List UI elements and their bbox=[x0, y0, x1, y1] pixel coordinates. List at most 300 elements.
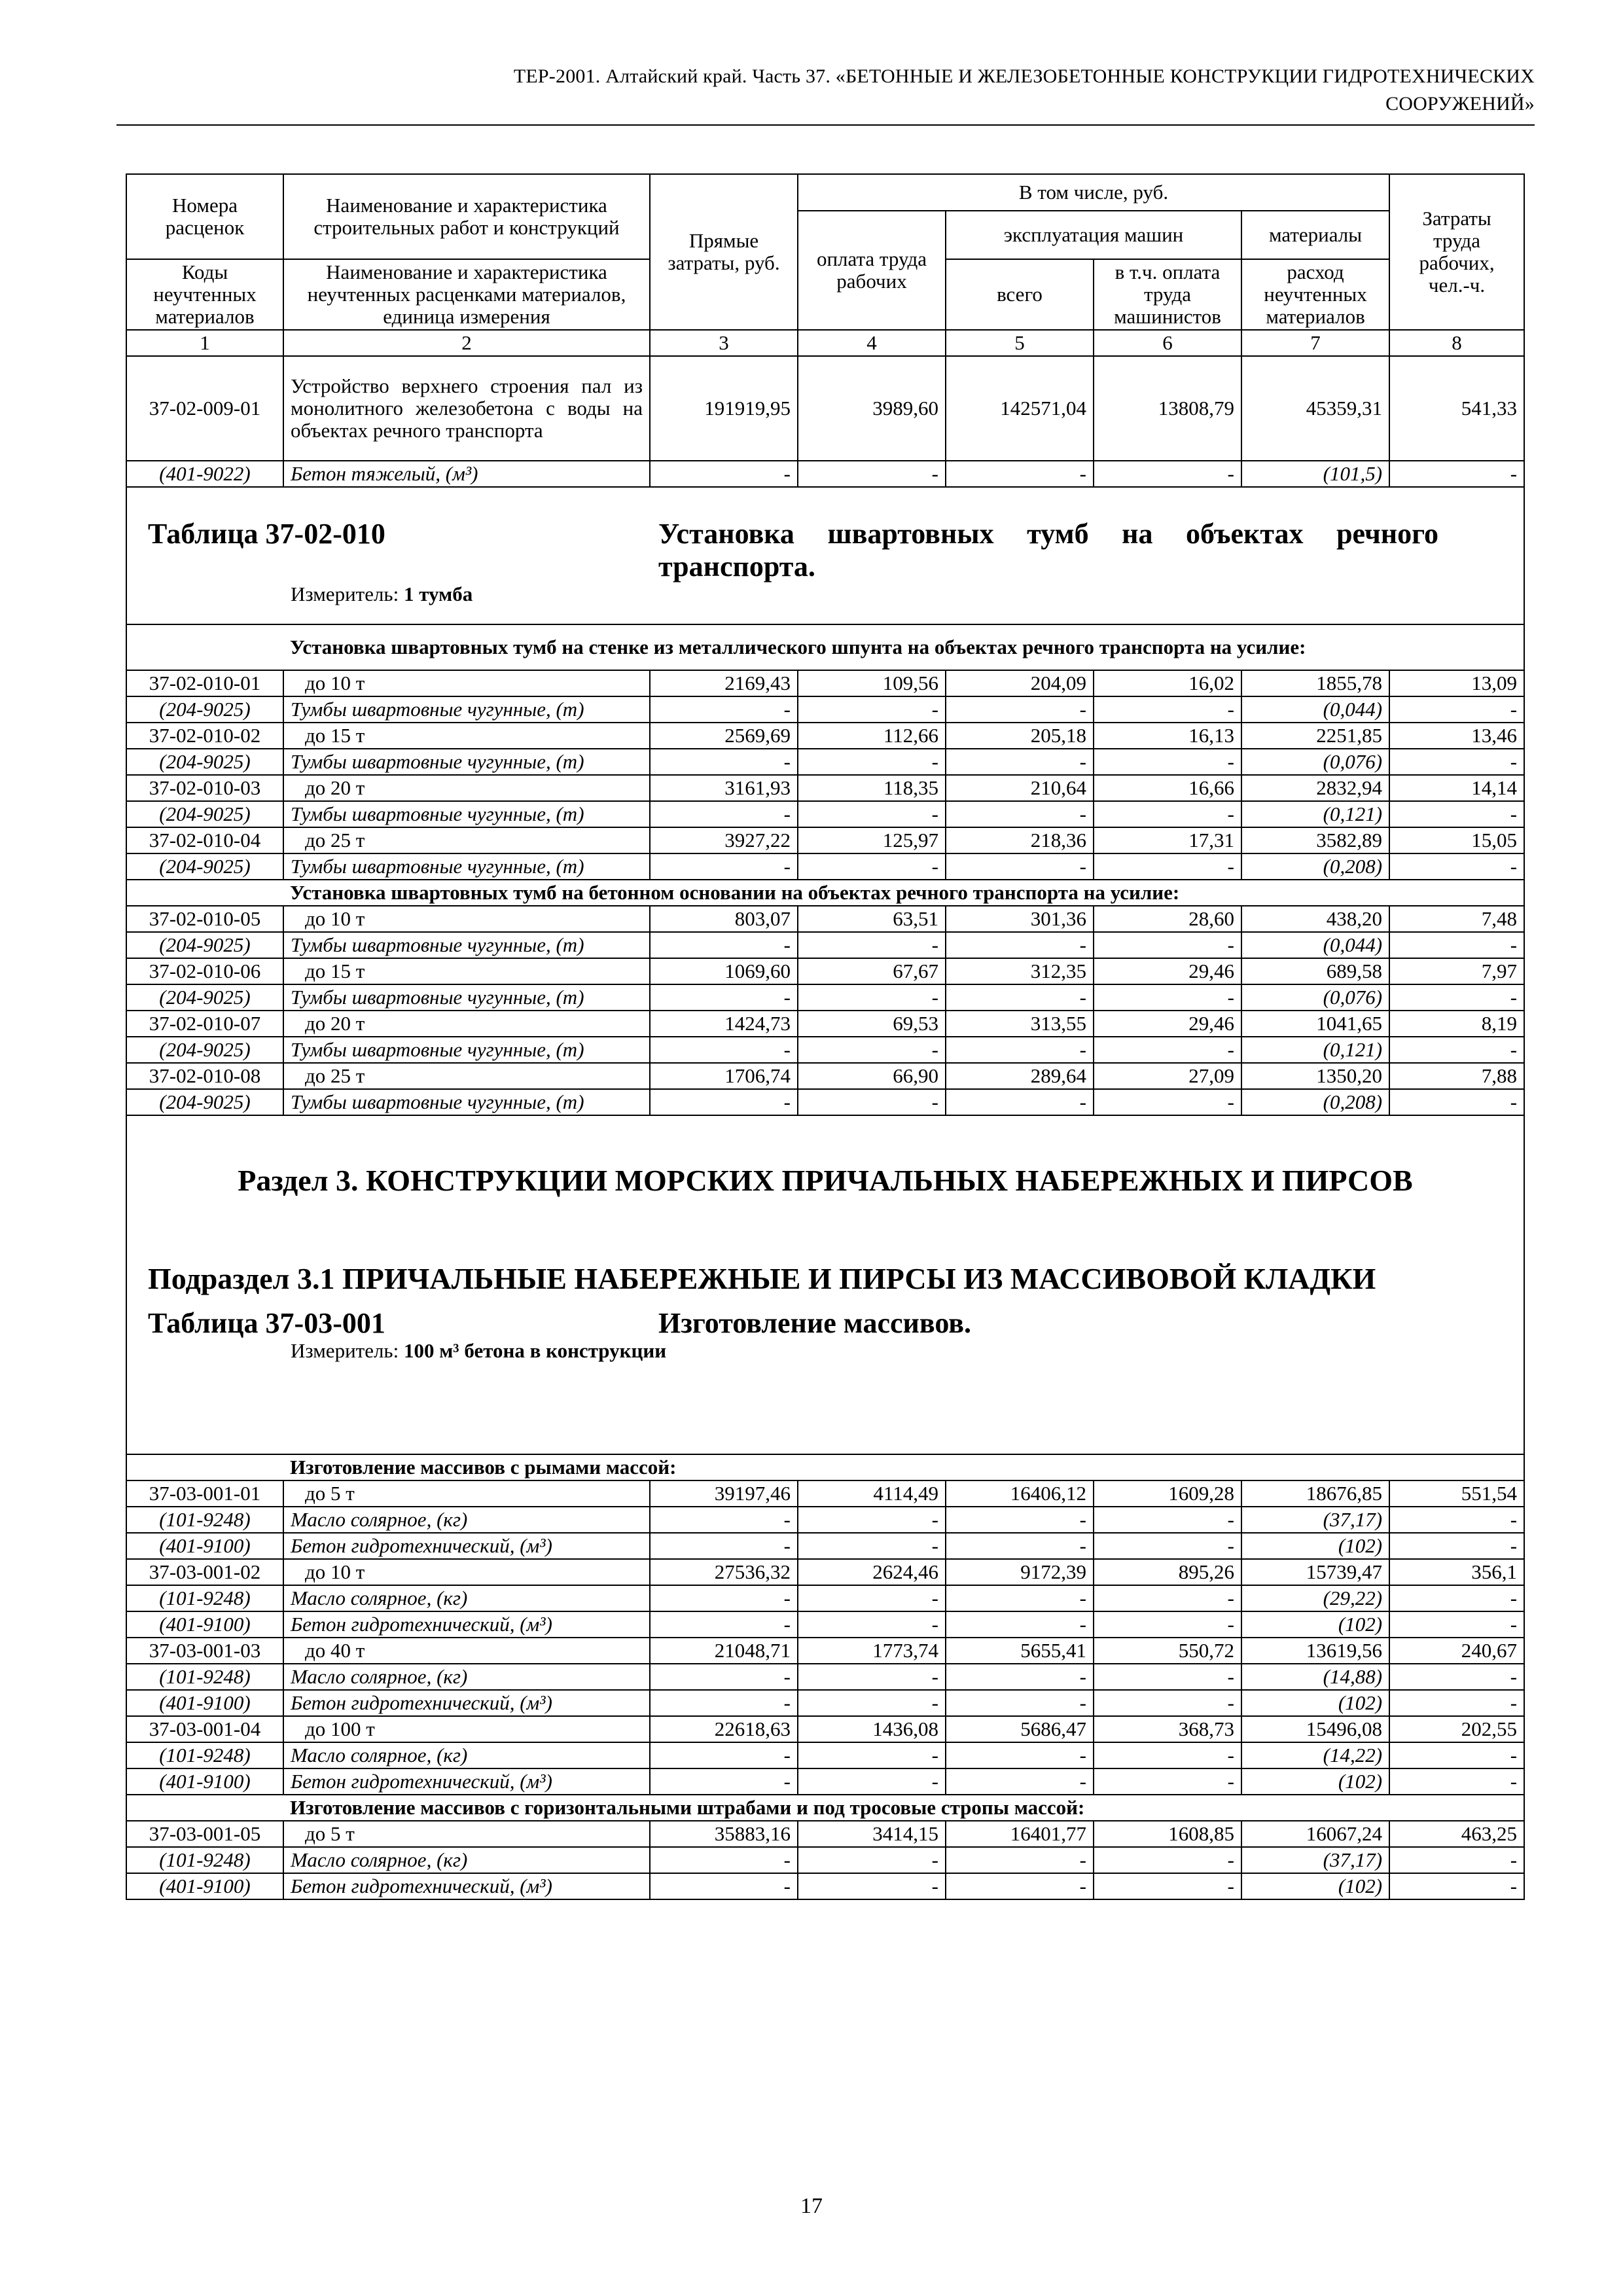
material-row bbox=[126, 1089, 1524, 1115]
material-row bbox=[126, 461, 1524, 487]
value-cell: 1855,78 bbox=[1241, 670, 1389, 696]
value-cell: - bbox=[1389, 801, 1524, 827]
table-row bbox=[126, 1559, 1524, 1585]
value-cell: 2832,94 bbox=[1241, 775, 1389, 801]
value-cell: 16067,24 bbox=[1241, 1821, 1389, 1847]
value-cell: - bbox=[1094, 801, 1241, 827]
table-row bbox=[126, 827, 1524, 853]
value-cell: - bbox=[946, 932, 1094, 958]
material-code: (204-9025) bbox=[126, 1037, 283, 1063]
value-cell: - bbox=[650, 1768, 798, 1795]
material-name: Тумбы швартовные чугунные, (т) bbox=[283, 932, 650, 958]
value-cell: 27,09 bbox=[1094, 1063, 1241, 1089]
value-cell: 551,54 bbox=[1389, 1480, 1524, 1507]
value-cell: - bbox=[946, 1611, 1094, 1638]
value-cell: 689,58 bbox=[1241, 958, 1389, 984]
value-cell: - bbox=[1389, 461, 1524, 487]
value-cell: - bbox=[650, 932, 798, 958]
table-row bbox=[126, 958, 1524, 984]
table-title: Изготовление массивов. bbox=[658, 1307, 971, 1339]
col-codes: Коды неучтенных материалов bbox=[126, 259, 283, 330]
material-code: (401-9100) bbox=[126, 1690, 283, 1716]
value-cell: - bbox=[650, 1847, 798, 1873]
table-code: Таблица 37-02-010 bbox=[148, 518, 385, 550]
value-cell: - bbox=[798, 1585, 946, 1611]
value-cell: 3161,93 bbox=[650, 775, 798, 801]
material-code: (401-9022) bbox=[126, 461, 283, 487]
value-cell: - bbox=[1094, 984, 1241, 1011]
material-code: (204-9025) bbox=[126, 801, 283, 827]
value-cell: (0,121) bbox=[1241, 1037, 1389, 1063]
value-cell: - bbox=[798, 1768, 946, 1795]
col-number: 5 bbox=[946, 330, 1094, 356]
material-name: Масло солярное, (кг) bbox=[283, 1847, 650, 1873]
value-cell: 7,97 bbox=[1389, 958, 1524, 984]
material-row bbox=[126, 1690, 1524, 1716]
value-cell: 301,36 bbox=[946, 906, 1094, 932]
value-cell: - bbox=[798, 1507, 946, 1533]
value-cell: - bbox=[798, 696, 946, 723]
material-code: (101-9248) bbox=[126, 1664, 283, 1690]
group-title: Установка швартовных тумб на бетонном основании на объектах речного транспорта на усилие: bbox=[283, 880, 1524, 906]
table-row bbox=[126, 1821, 1524, 1847]
value-cell: - bbox=[1389, 1507, 1524, 1533]
value-cell: 13,46 bbox=[1389, 723, 1524, 749]
value-cell: - bbox=[650, 1507, 798, 1533]
value-cell: 202,55 bbox=[1389, 1716, 1524, 1742]
table-row bbox=[126, 670, 1524, 696]
value-cell: 313,55 bbox=[946, 1011, 1094, 1037]
value-cell: (29,22) bbox=[1241, 1585, 1389, 1611]
rate-name: до 5 т bbox=[283, 1821, 650, 1847]
value-cell: - bbox=[1094, 461, 1241, 487]
rate-code: 37-02-010-02 bbox=[126, 723, 283, 749]
value-cell: 289,64 bbox=[946, 1063, 1094, 1089]
value-cell: - bbox=[1389, 984, 1524, 1011]
material-code: (204-9025) bbox=[126, 984, 283, 1011]
value-cell: 2169,43 bbox=[650, 670, 798, 696]
material-row bbox=[126, 932, 1524, 958]
group-title: Установка швартовных тумб на стенке из металлического шпунта на объектах речного транспорта на усилие: bbox=[283, 624, 1524, 670]
value-cell: 312,35 bbox=[946, 958, 1094, 984]
group-row bbox=[126, 1795, 1524, 1821]
rate-code: 37-03-001-04 bbox=[126, 1716, 283, 1742]
value-cell: - bbox=[1094, 1533, 1241, 1559]
material-name: Бетон гидротехнический, (м³) bbox=[283, 1533, 650, 1559]
value-cell: - bbox=[1094, 1690, 1241, 1716]
running-header-line1: ТЕР-2001. Алтайский край. Часть 37. «БЕТОННЫЕ И ЖЕЛЕЗОБЕТОННЫЕ КОНСТРУКЦИИ ГИДРОТЕХНИЧЕСКИХ bbox=[513, 65, 1535, 87]
rate-name: до 15 т bbox=[283, 723, 650, 749]
value-cell: - bbox=[1094, 1585, 1241, 1611]
value-cell: - bbox=[946, 801, 1094, 827]
value-cell: 29,46 bbox=[1094, 1011, 1241, 1037]
page-number: 17 bbox=[800, 2194, 823, 2218]
value-cell: - bbox=[1094, 1742, 1241, 1768]
section-block bbox=[126, 1115, 1524, 1454]
value-cell: - bbox=[798, 1742, 946, 1768]
value-cell: 2624,46 bbox=[798, 1559, 946, 1585]
value-cell: 3582,89 bbox=[1241, 827, 1389, 853]
value-cell: 15496,08 bbox=[1241, 1716, 1389, 1742]
value-cell: (102) bbox=[1241, 1690, 1389, 1716]
value-cell: - bbox=[1389, 1847, 1524, 1873]
value-cell: 368,73 bbox=[1094, 1716, 1241, 1742]
running-header-line2: СООРУЖЕНИЙ» bbox=[1385, 93, 1535, 115]
table-row bbox=[126, 906, 1524, 932]
value-cell: - bbox=[946, 1664, 1094, 1690]
measure-value: 100 м³ бетона в конструкции bbox=[403, 1339, 667, 1362]
value-cell: (0,208) bbox=[1241, 853, 1389, 880]
value-cell: (102) bbox=[1241, 1611, 1389, 1638]
material-code: (204-9025) bbox=[126, 853, 283, 880]
value-cell: - bbox=[1389, 1664, 1524, 1690]
value-cell: 541,33 bbox=[1389, 356, 1524, 461]
value-cell: 218,36 bbox=[946, 827, 1094, 853]
value-cell: 45359,31 bbox=[1241, 356, 1389, 461]
value-cell: - bbox=[1094, 932, 1241, 958]
value-cell: 14,14 bbox=[1389, 775, 1524, 801]
material-row bbox=[126, 801, 1524, 827]
value-cell: - bbox=[650, 1089, 798, 1115]
value-cell: 1424,73 bbox=[650, 1011, 798, 1037]
value-cell: 803,07 bbox=[650, 906, 798, 932]
measure-line bbox=[134, 583, 1517, 608]
measure-value: 1 тумба bbox=[403, 583, 473, 605]
rate-code: 37-02-010-04 bbox=[126, 827, 283, 853]
rate-name: до 10 т bbox=[283, 1559, 650, 1585]
value-cell: - bbox=[1094, 1847, 1241, 1873]
table-37-03-001-body bbox=[126, 1454, 1524, 1899]
value-cell: - bbox=[946, 1847, 1094, 1873]
value-cell: (14,22) bbox=[1241, 1742, 1389, 1768]
value-cell: - bbox=[946, 1533, 1094, 1559]
material-row bbox=[126, 853, 1524, 880]
value-cell: 463,25 bbox=[1389, 1821, 1524, 1847]
rate-code: 37-03-001-05 bbox=[126, 1821, 283, 1847]
value-cell: (0,121) bbox=[1241, 801, 1389, 827]
rate-name: Устройство верхнего строения пал из монолитного железобетона с воды на объектах речного транспорта bbox=[283, 356, 650, 461]
value-cell: - bbox=[650, 1690, 798, 1716]
material-code: (401-9100) bbox=[126, 1533, 283, 1559]
material-name: Тумбы швартовные чугунные, (т) bbox=[283, 853, 650, 880]
rate-code: 37-03-001-03 bbox=[126, 1638, 283, 1664]
table-row bbox=[126, 1063, 1524, 1089]
value-cell: - bbox=[1094, 853, 1241, 880]
value-cell: 205,18 bbox=[946, 723, 1094, 749]
value-cell: - bbox=[798, 1037, 946, 1063]
value-cell: 1609,28 bbox=[1094, 1480, 1241, 1507]
group-row bbox=[126, 880, 1524, 906]
col-including: В том числе, руб. bbox=[798, 174, 1389, 211]
material-row bbox=[126, 984, 1524, 1011]
value-cell: 16406,12 bbox=[946, 1480, 1094, 1507]
col-number: 8 bbox=[1389, 330, 1524, 356]
material-row bbox=[126, 1847, 1524, 1873]
col-rate-numbers: Номера расценок bbox=[126, 174, 283, 259]
value-cell: 3927,22 bbox=[650, 827, 798, 853]
value-cell: - bbox=[798, 461, 946, 487]
value-cell: - bbox=[1094, 1037, 1241, 1063]
value-cell: - bbox=[650, 984, 798, 1011]
value-cell: 142571,04 bbox=[946, 356, 1094, 461]
value-cell: 13619,56 bbox=[1241, 1638, 1389, 1664]
material-row bbox=[126, 1768, 1524, 1795]
table-37-02-010-body bbox=[126, 624, 1524, 1115]
material-code: (101-9248) bbox=[126, 1742, 283, 1768]
rate-code: 37-02-010-05 bbox=[126, 906, 283, 932]
value-cell: - bbox=[1389, 1611, 1524, 1638]
material-name: Тумбы швартовные чугунные, (т) bbox=[283, 984, 650, 1011]
table-code: Таблица 37-03-001 bbox=[148, 1307, 385, 1339]
col-operator-wages: в т.ч. оплата труда машинистов bbox=[1094, 259, 1241, 330]
material-code: (101-9248) bbox=[126, 1507, 283, 1533]
value-cell: 118,35 bbox=[798, 775, 946, 801]
value-cell: 13,09 bbox=[1389, 670, 1524, 696]
material-row bbox=[126, 1664, 1524, 1690]
material-name: Масло солярное, (кг) bbox=[283, 1742, 650, 1768]
value-cell: - bbox=[1389, 1873, 1524, 1899]
value-cell: 3414,15 bbox=[798, 1821, 946, 1847]
value-cell: - bbox=[946, 1742, 1094, 1768]
rate-code: 37-02-010-01 bbox=[126, 670, 283, 696]
value-cell: (37,17) bbox=[1241, 1847, 1389, 1873]
value-cell: - bbox=[946, 1690, 1094, 1716]
value-cell: 125,97 bbox=[798, 827, 946, 853]
value-cell: - bbox=[946, 1037, 1094, 1063]
value-cell: - bbox=[1389, 696, 1524, 723]
value-cell: - bbox=[798, 1690, 946, 1716]
material-code: (204-9025) bbox=[126, 932, 283, 958]
rate-name: до 25 т bbox=[283, 827, 650, 853]
value-cell: - bbox=[1094, 1664, 1241, 1690]
value-cell: (102) bbox=[1241, 1533, 1389, 1559]
rate-code: 37-02-010-06 bbox=[126, 958, 283, 984]
rate-name: до 20 т bbox=[283, 1011, 650, 1037]
value-cell: - bbox=[946, 1089, 1094, 1115]
value-cell: 16401,77 bbox=[946, 1821, 1094, 1847]
value-cell: 9172,39 bbox=[946, 1559, 1094, 1585]
col-machines: эксплуатация машин bbox=[946, 211, 1241, 259]
value-cell: - bbox=[650, 696, 798, 723]
value-cell: 3989,60 bbox=[798, 356, 946, 461]
value-cell: - bbox=[650, 1585, 798, 1611]
material-name: Тумбы швартовные чугунные, (т) bbox=[283, 801, 650, 827]
value-cell: - bbox=[798, 1089, 946, 1115]
value-cell: 204,09 bbox=[946, 670, 1094, 696]
value-cell: 2251,85 bbox=[1241, 723, 1389, 749]
section-title: Раздел 3. КОНСТРУКЦИИ МОРСКИХ ПРИЧАЛЬНЫХ НАБЕРЕЖНЫХ И ПИРСОВ bbox=[238, 1164, 1413, 1197]
group-cell-empty bbox=[126, 624, 283, 670]
value-cell: 5686,47 bbox=[946, 1716, 1094, 1742]
value-cell: - bbox=[946, 461, 1094, 487]
rate-name: до 15 т bbox=[283, 958, 650, 984]
value-cell: - bbox=[798, 1847, 946, 1873]
value-cell: 8,19 bbox=[1389, 1011, 1524, 1037]
value-cell: 63,51 bbox=[798, 906, 946, 932]
rate-name: до 20 т bbox=[283, 775, 650, 801]
table-row bbox=[126, 723, 1524, 749]
group-title: Изготовление массивов с рымами массой: bbox=[283, 1454, 1524, 1480]
value-cell: 69,53 bbox=[798, 1011, 946, 1037]
rate-code: 37-02-010-07 bbox=[126, 1011, 283, 1037]
material-row bbox=[126, 1742, 1524, 1768]
value-cell: - bbox=[946, 1873, 1094, 1899]
value-cell: - bbox=[650, 1611, 798, 1638]
measure-label: Измеритель: bbox=[291, 583, 399, 605]
table-title-block bbox=[126, 487, 1524, 624]
value-cell: 1773,74 bbox=[798, 1638, 946, 1664]
value-cell: - bbox=[650, 1742, 798, 1768]
col-number: 1 bbox=[126, 330, 283, 356]
value-cell: - bbox=[1389, 749, 1524, 775]
material-code: (101-9248) bbox=[126, 1847, 283, 1873]
value-cell: (101,5) bbox=[1241, 461, 1389, 487]
col-machines-total: всего bbox=[946, 259, 1094, 330]
value-cell: - bbox=[798, 749, 946, 775]
col-number: 6 bbox=[1094, 330, 1241, 356]
table-row bbox=[126, 356, 1524, 461]
value-cell: 28,60 bbox=[1094, 906, 1241, 932]
value-cell: - bbox=[1389, 1690, 1524, 1716]
value-cell: - bbox=[650, 853, 798, 880]
value-cell: - bbox=[1389, 1089, 1524, 1115]
material-code: (204-9025) bbox=[126, 749, 283, 775]
value-cell: 27536,32 bbox=[650, 1559, 798, 1585]
value-cell: (102) bbox=[1241, 1873, 1389, 1899]
value-cell: 1350,20 bbox=[1241, 1063, 1389, 1089]
value-cell: 22618,63 bbox=[650, 1716, 798, 1742]
value-cell: 7,48 bbox=[1389, 906, 1524, 932]
value-cell: - bbox=[1389, 1037, 1524, 1063]
value-cell: - bbox=[798, 1664, 946, 1690]
value-cell: (102) bbox=[1241, 1768, 1389, 1795]
rate-name: до 10 т bbox=[283, 906, 650, 932]
value-cell: - bbox=[1389, 1585, 1524, 1611]
value-cell: 191919,95 bbox=[650, 356, 798, 461]
rate-code: 37-03-001-01 bbox=[126, 1480, 283, 1507]
material-code: (204-9025) bbox=[126, 696, 283, 723]
material-name: Бетон тяжелый, (м³) bbox=[283, 461, 650, 487]
value-cell: 240,67 bbox=[1389, 1638, 1524, 1664]
value-cell: - bbox=[1389, 1768, 1524, 1795]
material-name: Бетон гидротехнический, (м³) bbox=[283, 1873, 650, 1899]
material-row bbox=[126, 1037, 1524, 1063]
rate-code: 37-02-010-08 bbox=[126, 1063, 283, 1089]
value-cell: - bbox=[798, 932, 946, 958]
table-row bbox=[126, 1716, 1524, 1742]
rate-code: 37-03-001-02 bbox=[126, 1559, 283, 1585]
table-row bbox=[126, 1011, 1524, 1037]
value-cell: 1608,85 bbox=[1094, 1821, 1241, 1847]
material-code: (101-9248) bbox=[126, 1585, 283, 1611]
value-cell: 895,26 bbox=[1094, 1559, 1241, 1585]
material-name: Бетон гидротехнический, (м³) bbox=[283, 1690, 650, 1716]
value-cell: (14,88) bbox=[1241, 1664, 1389, 1690]
value-cell: 39197,46 bbox=[650, 1480, 798, 1507]
col-wages: оплата труда рабочих bbox=[798, 211, 946, 330]
header-rule bbox=[116, 124, 1535, 126]
value-cell: - bbox=[650, 749, 798, 775]
value-cell: 21048,71 bbox=[650, 1638, 798, 1664]
value-cell: 1706,74 bbox=[650, 1063, 798, 1089]
material-row bbox=[126, 749, 1524, 775]
material-code: (401-9100) bbox=[126, 1611, 283, 1638]
material-name: Масло солярное, (кг) bbox=[283, 1585, 650, 1611]
rate-name: до 40 т bbox=[283, 1638, 650, 1664]
value-cell: - bbox=[798, 853, 946, 880]
value-cell: - bbox=[798, 1873, 946, 1899]
material-name: Тумбы швартовные чугунные, (т) bbox=[283, 1089, 650, 1115]
value-cell: - bbox=[798, 801, 946, 827]
material-row bbox=[126, 1585, 1524, 1611]
group-title: Изготовление массивов с горизонтальными штрабами и под тросовые стропы массой: bbox=[283, 1795, 1524, 1821]
material-name: Бетон гидротехнический, (м³) bbox=[283, 1768, 650, 1795]
value-cell: - bbox=[946, 984, 1094, 1011]
col-number: 7 bbox=[1241, 330, 1389, 356]
rates-table bbox=[126, 173, 1525, 1900]
value-cell: (0,044) bbox=[1241, 932, 1389, 958]
value-cell: - bbox=[1094, 1768, 1241, 1795]
value-cell: 15,05 bbox=[1389, 827, 1524, 853]
value-cell: - bbox=[1094, 749, 1241, 775]
value-cell: 550,72 bbox=[1094, 1638, 1241, 1664]
value-cell: 5655,41 bbox=[946, 1638, 1094, 1664]
value-cell: 109,56 bbox=[798, 670, 946, 696]
running-header bbox=[116, 63, 1535, 118]
group-cell-empty bbox=[126, 880, 283, 906]
material-code: (204-9025) bbox=[126, 1089, 283, 1115]
table-row bbox=[126, 775, 1524, 801]
material-name: Тумбы швартовные чугунные, (т) bbox=[283, 749, 650, 775]
value-cell: - bbox=[946, 853, 1094, 880]
value-cell: - bbox=[946, 1768, 1094, 1795]
table-row bbox=[126, 1480, 1524, 1507]
col-material-name: Наименование и характеристика неучтенных расценками материалов, единица измерения bbox=[283, 259, 650, 330]
value-cell: 35883,16 bbox=[650, 1821, 798, 1847]
table-row bbox=[126, 1638, 1524, 1664]
rate-code: 37-02-009-01 bbox=[126, 356, 283, 461]
material-code: (401-9100) bbox=[126, 1873, 283, 1899]
material-name: Тумбы швартовные чугунные, (т) bbox=[283, 696, 650, 723]
col-direct-costs: Прямые затраты, руб. bbox=[650, 174, 798, 330]
value-cell: - bbox=[946, 1507, 1094, 1533]
value-cell: - bbox=[946, 749, 1094, 775]
col-unaccounted-consumption: расход неучтенных материалов bbox=[1241, 259, 1389, 330]
rate-code: 37-02-010-03 bbox=[126, 775, 283, 801]
value-cell: - bbox=[1094, 696, 1241, 723]
value-cell: 18676,85 bbox=[1241, 1480, 1389, 1507]
table-title: Установка швартовных тумб на объектах речного транспорта. bbox=[658, 518, 1439, 583]
value-cell: - bbox=[1094, 1089, 1241, 1115]
value-cell: - bbox=[1389, 1533, 1524, 1559]
value-cell: 13808,79 bbox=[1094, 356, 1241, 461]
material-name: Тумбы швартовные чугунные, (т) bbox=[283, 1037, 650, 1063]
value-cell: - bbox=[946, 696, 1094, 723]
material-row bbox=[126, 696, 1524, 723]
value-cell: - bbox=[946, 1585, 1094, 1611]
value-cell: - bbox=[650, 1037, 798, 1063]
value-cell: - bbox=[1094, 1507, 1241, 1533]
value-cell: 1041,65 bbox=[1241, 1011, 1389, 1037]
col-number: 2 bbox=[283, 330, 650, 356]
value-cell: 112,66 bbox=[798, 723, 946, 749]
value-cell: 16,02 bbox=[1094, 670, 1241, 696]
rate-name: до 25 т bbox=[283, 1063, 650, 1089]
value-cell: 2569,69 bbox=[650, 723, 798, 749]
value-cell: - bbox=[798, 984, 946, 1011]
material-row bbox=[126, 1611, 1524, 1638]
rate-name: до 5 т bbox=[283, 1480, 650, 1507]
